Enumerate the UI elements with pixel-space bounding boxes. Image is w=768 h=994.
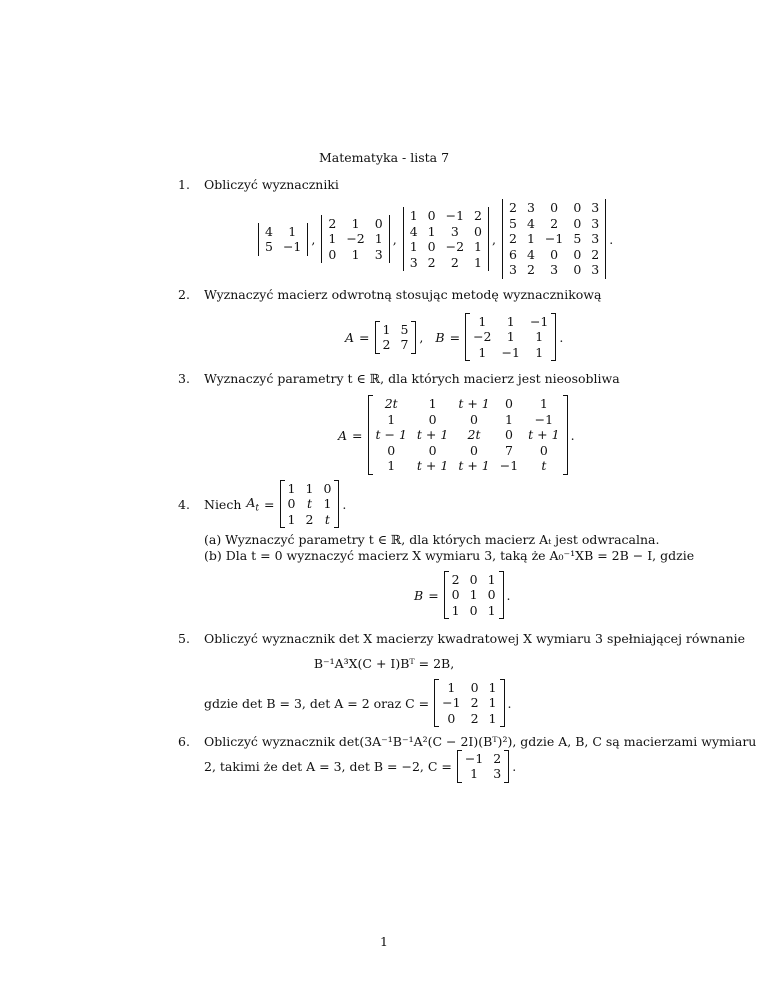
matrix-row [405, 239, 487, 255]
problem-text: Niech [204, 496, 242, 512]
matrix-cell: 0 [550, 246, 559, 262]
matrix-cell: −1 [499, 458, 519, 474]
matrix-cell: 3 [409, 254, 418, 270]
matrix-table [283, 481, 337, 528]
matrix-table [447, 572, 501, 619]
matrix-row [468, 345, 553, 361]
matrix-table [378, 322, 414, 353]
matrix-row [468, 314, 553, 330]
matrix-cell: 1 [474, 254, 482, 270]
matrix-cell: −2 [445, 239, 465, 254]
matrix-table [371, 396, 565, 474]
matrix-cell: 1 [478, 344, 487, 360]
matrix-cell: 2 [493, 750, 502, 766]
matrix-cell: 2 [591, 246, 600, 262]
matrix-row [260, 239, 306, 255]
matrix-cell: −1 [501, 344, 520, 360]
problem-5 [178, 631, 745, 646]
problem-number: 4. [178, 496, 190, 512]
matrix-row [447, 572, 501, 588]
determinants-row: 4 1 5 −1 , 2 1 0 1 −2 1 0 1 3 , 1 0 −1 2 4 1 3 0 1 0 −2 1 3 2 2 1 , 2 3 0 0 3 5 4 2 0 3 2 1 −1 5 3 6 4 0 0 2 3 2 3 0 3 . [258, 204, 619, 274]
matrix-row [504, 216, 604, 232]
matrix-cell: 3 [374, 246, 383, 262]
matrix-cell: 0 [504, 427, 513, 443]
matrix-cell: 2 [382, 337, 391, 352]
condition-row: 2, takimi że det A = 3, det B = −2, C = −1 2 1 3 . [204, 750, 517, 781]
determinant-5x5 [502, 199, 606, 279]
matrix-cell: 1 [288, 223, 297, 239]
matrix-cell: 4 [526, 215, 535, 231]
matrix-cell: 0 [470, 679, 479, 695]
matrix-cell: −1 [534, 411, 554, 427]
matrix-table [260, 224, 306, 255]
matrix-row: B = 2 0 1 0 1 0 1 0 1 . [414, 571, 511, 618]
problem-text: Obliczyć wyznacznik det X macierzy kwadratowej X wymiaru 3 spełniającej równanie [204, 631, 746, 646]
matrix-row [437, 695, 501, 711]
matrix-cell: t [324, 511, 330, 527]
matrix-cell: t [306, 496, 312, 512]
matrix-cell: 2 [550, 215, 559, 231]
matrix-cell: 1 [351, 246, 360, 262]
matrix-row [371, 458, 565, 474]
matrix-cell: −1 [464, 750, 484, 766]
matrix-table [323, 216, 387, 263]
matrix-table [460, 751, 506, 782]
condition-text: gdzie det B = 3, det A = 2 oraz C = [204, 695, 430, 711]
matrix-row [504, 200, 604, 216]
matrix-row [371, 412, 565, 428]
matrix-cell: 1 [488, 710, 497, 726]
matrix-cell: −1 [442, 695, 461, 711]
page-title: Matematyka - lista 7 [318, 150, 450, 165]
matrix-row [371, 427, 565, 443]
matrix-row [447, 603, 501, 619]
matrix-cell: t + 1 [416, 458, 449, 474]
matrix-cell: 2 [526, 262, 535, 278]
matrix-table [468, 314, 553, 361]
matrix-cell: 1 [504, 411, 513, 427]
matrix-cell: 0 [470, 442, 478, 458]
matrix-cell: 5 [400, 321, 409, 337]
problem-3 [178, 371, 620, 386]
matrix-cell: 1 [535, 344, 544, 360]
equation: B⁻¹A³X(C + I)Bᵀ = 2B, [313, 656, 455, 671]
matrix-cell: 7 [504, 442, 513, 458]
matrix-cell: 1 [478, 313, 487, 329]
matrix-table [437, 680, 501, 727]
matrix-row [378, 337, 414, 353]
matrix-cell: 2t [467, 427, 481, 443]
matrix-cell: 1 [409, 239, 418, 254]
problem-4: 4. Niech $A_t$ = 1 1 0 0 t 1 1 2 t . [178, 480, 347, 527]
matrix-row [460, 766, 506, 782]
matrix-cell: 0 [487, 587, 496, 603]
matrix-row [283, 481, 337, 497]
matrix-B [444, 571, 504, 620]
determinant-2x2 [258, 223, 308, 256]
matrix-cell: 1 [474, 239, 482, 254]
problem-text: Obliczyć wyznacznik det(3A⁻¹B⁻¹A²(C − 2I)(Bᵀ)²), gdzie A, B, C są macierzami wymiaru [204, 734, 757, 749]
matrix-cell: 3 [493, 766, 502, 781]
matrix-cell: −2 [346, 231, 365, 247]
matrix-cell: t + 1 [458, 458, 490, 474]
matrix-cell: 3 [591, 262, 600, 278]
matrix-row [283, 512, 337, 528]
matrix-cell: 2 [508, 231, 517, 247]
problem-2 [178, 287, 601, 302]
matrix-cell: t [541, 458, 547, 474]
matrix-cell: 0 [573, 246, 582, 262]
matrix-cell: 1 [539, 396, 548, 412]
matrix-cell: 2 [305, 511, 314, 527]
matrix-cell: 0 [504, 396, 513, 412]
matrix-cell: 2 [427, 254, 436, 270]
matrix-cell: 0 [387, 442, 396, 458]
matrix-cell: 1 [409, 208, 418, 223]
matrix-row [323, 216, 387, 232]
matrix-cell: 1 [487, 571, 496, 587]
matrix-cell: 1 [451, 602, 460, 618]
matrix-cell: −1 [282, 239, 302, 254]
matrix-cell: t − 1 [375, 427, 407, 443]
problem-1 [178, 177, 339, 192]
matrix-C [434, 679, 504, 728]
matrix-cell: 1 [447, 679, 456, 695]
matrix-cell: 1 [287, 480, 296, 496]
matrix-cell: 2 [450, 254, 459, 270]
matrix-cell: 0 [573, 200, 582, 216]
matrix-cell: 1 [427, 223, 436, 239]
matrix-row [378, 322, 414, 338]
matrix-cell: 1 [374, 231, 383, 247]
matrix-cell: 1 [387, 458, 396, 474]
matrix-cell: 1 [506, 313, 515, 329]
matrix-cell: 1 [328, 231, 337, 247]
matrix-row [323, 247, 387, 263]
problem-number: 3. [178, 371, 190, 386]
matrix-row [504, 247, 604, 263]
part-a: (a) Wyznaczyć parametry t ∈ ℝ, dla których macierz Aₜ jest odwracalna. [204, 532, 660, 547]
problem-number: 1. [178, 177, 190, 192]
matrix-cell: 1 [506, 329, 515, 345]
matrix-row [405, 208, 487, 224]
matrix-cell: 6 [508, 246, 517, 262]
matrix-cell: 1 [323, 496, 332, 512]
matrix-row [437, 711, 501, 727]
matrix-cell: 0 [328, 246, 337, 262]
matrix-row [437, 680, 501, 696]
matrix-cell: −1 [544, 231, 564, 247]
matrix-cell: 3 [591, 200, 600, 216]
matrix-cell: 1 [488, 695, 497, 711]
matrix-cell: 0 [323, 480, 332, 496]
problem-number: 5. [178, 631, 190, 646]
problem-number: 6. [178, 734, 190, 749]
matrix-cell: 0 [573, 215, 582, 231]
matrix-cell: 3 [526, 200, 535, 216]
matrix-table [504, 200, 604, 278]
matrix-cell: 0 [427, 208, 436, 223]
problem-6 [178, 734, 756, 749]
matrix-cell: 0 [573, 262, 582, 278]
matrix-row [468, 329, 553, 345]
condition-row: gdzie det B = 3, det A = 2 oraz C = 1 0 1 −1 2 1 0 2 1 . [204, 679, 512, 726]
matrix-cell: 0 [451, 587, 460, 603]
determinant-4x4 [403, 207, 489, 271]
matrix-cell: 2 [451, 571, 460, 587]
matrix-cell: 5 [573, 231, 582, 247]
matrix-cell: 0 [469, 571, 478, 587]
matrix-cell: 3 [450, 223, 459, 239]
matrix-cell: 2 [508, 200, 517, 216]
matrix-row [504, 231, 604, 247]
matrix-cell: 1 [387, 411, 396, 427]
matrix-cell: 4 [526, 246, 535, 262]
matrix-cell: t + 1 [528, 427, 560, 443]
matrix-cell: 0 [428, 411, 437, 427]
matrix-cell: −1 [529, 313, 549, 329]
matrix-cell: 0 [428, 442, 437, 458]
matrix-cell: 2 [328, 215, 337, 231]
matrix-cell: 0 [427, 239, 436, 254]
matrix-cell: 0 [374, 215, 383, 231]
matrix-cell: t + 1 [416, 427, 449, 443]
part-b: (b) Dla t = 0 wyznaczyć macierz X wymiaru 3, taką że A₀⁻¹XB = 2B − I, gdzie [204, 548, 695, 563]
matrix-row [405, 255, 487, 271]
problem-number: 2. [178, 287, 190, 302]
matrices-row: A = 1 5 2 7 , B = 1 1 −1 −2 1 1 1 −1 1 . [345, 313, 564, 360]
matrix-cell: 7 [400, 337, 409, 352]
matrix-cell: 3 [591, 215, 600, 231]
matrix-row [405, 224, 487, 240]
matrix-cell: 1 [470, 766, 479, 781]
matrix-cell: 3 [591, 231, 600, 247]
problem-text: Wyznaczyć macierz odwrotną stosując metodę wyznacznikową [204, 287, 602, 302]
matrix-cell: −2 [473, 329, 492, 345]
matrix-C [457, 750, 509, 783]
matrix-row [323, 231, 387, 247]
matrix-cell: 0 [474, 223, 482, 239]
matrix-cell: 1 [488, 679, 497, 695]
matrix-cell: 4 [265, 223, 273, 239]
matrix-cell: 0 [287, 496, 296, 512]
matrix-cell: t + 1 [458, 396, 490, 412]
matrix-cell: 1 [287, 511, 296, 527]
matrix-cell: 0 [469, 602, 478, 618]
problem-text: Obliczyć wyznaczniki [204, 177, 339, 192]
matrix-B [465, 313, 556, 362]
condition-text: 2, takimi że det A = 3, det B = −2, C = [204, 758, 452, 774]
matrix-cell: 1 [487, 602, 496, 618]
matrix-cell: 1 [305, 480, 314, 496]
matrix-cell: 2 [470, 695, 479, 711]
matrix-row: A = 2t 1 t + 1 0 1 1 0 0 1 −1 t − 1 t + 1 2t 0 t + 1 0 0 0 7 0 1 t + 1 t + 1 −1 t . [338, 396, 575, 474]
matrix-cell: 1 [469, 587, 478, 603]
determinant-3x3 [321, 215, 389, 264]
matrix-row [447, 587, 501, 603]
matrix-row [371, 443, 565, 459]
matrix-cell: 2 [474, 208, 482, 223]
matrix-cell: 1 [526, 231, 535, 247]
matrix-row [260, 224, 306, 240]
matrix-cell: 0 [470, 411, 478, 427]
matrix-cell: 1 [382, 321, 391, 337]
matrix-A [375, 321, 417, 354]
matrix-A [368, 395, 568, 475]
matrix-cell: 1 [535, 329, 544, 345]
matrix-At [280, 480, 340, 529]
matrix-row [504, 262, 604, 278]
matrix-cell: 0 [539, 442, 548, 458]
matrix-cell: 0 [447, 710, 456, 726]
matrix-row [371, 396, 565, 412]
matrix-cell: 2 [470, 710, 479, 726]
matrix-cell: 0 [550, 200, 559, 216]
matrix-cell: 3 [508, 262, 517, 278]
matrix-cell: 1 [428, 396, 437, 412]
matrix-cell: 4 [409, 223, 418, 239]
matrix-row [283, 496, 337, 512]
matrix-cell: −1 [445, 208, 465, 223]
matrix-cell: 5 [508, 215, 517, 231]
page-number: 1 [380, 934, 388, 949]
matrix-table [405, 208, 487, 270]
matrix-cell: 3 [550, 262, 559, 278]
matrix-row [460, 751, 506, 767]
matrix-cell: 2t [384, 396, 398, 412]
matrix-cell: 1 [351, 215, 360, 231]
matrix-cell: 5 [265, 239, 273, 254]
problem-text: Wyznaczyć parametry t ∈ ℝ, dla których macierz jest nieosobliwa [204, 371, 620, 386]
